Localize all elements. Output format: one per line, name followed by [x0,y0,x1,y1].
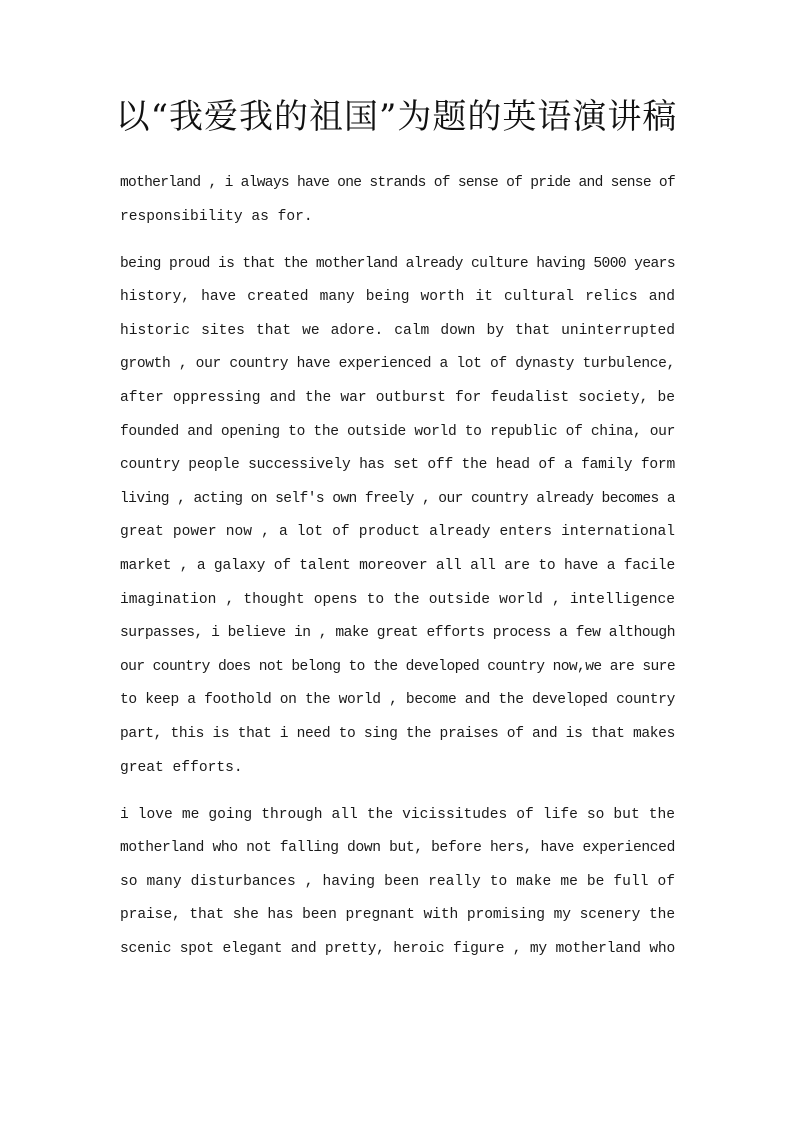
paragraph-2 [120,248,675,786]
document-title: 以“我爱我的祖国”为题的英语演讲稿 [115,97,678,137]
text-line: motherland who not falling down but, before hers, have experienced [120,840,675,857]
text-line: market , a galaxy of talent moreover all all are to have a facile [120,558,675,575]
text-line: founded and opening to the outside world to republic of china, our [120,423,675,440]
text-line: i love me going through all the vicissitudes of life so but the [120,806,675,823]
text-line: our country does not belong to the developed country now,we are sure [120,658,675,675]
text-line: surpasses, i believe in , make great efforts process a few although [120,625,675,642]
text-line: praise, that she has been pregnant with promising my scenery the [120,907,675,924]
document-body [120,167,675,980]
text-line: motherland , i always have one strands of sense of pride and sense of [120,175,675,191]
text-line: to keep a foothold on the world , become and the developed country [120,692,675,709]
text-line: after oppressing and the war outburst for feudalist society, be [120,390,675,407]
text-line: part, this is that i need to sing the praises of and is that makes [120,726,675,742]
text-line: being proud is that the motherland already culture having 5000 years [120,255,675,272]
text-line: historic sites that we adore. calm down by that uninterrupted [120,322,675,339]
text-line: so many disturbances , having been really to make me be full of [120,873,675,890]
paragraph-1 [120,167,675,234]
text-line: scenic spot elegant and pretty, heroic figure , my motherland who [120,941,675,958]
text-line: responsibility as for. [120,208,313,225]
text-line: growth , our country have experienced a lot of dynasty turbulence, [120,356,675,373]
text-line: living , acting on self's own freely , our country already becomes a [120,490,675,507]
paragraph-3 [120,799,675,967]
text-line: great efforts. [120,759,243,776]
text-line: great power now , a lot of product already enters international [120,524,675,541]
text-line: history, have created many being worth it cultural relics and [120,289,675,306]
text-line: country people successively has set off the head of a family form [120,457,675,474]
text-line: imagination , thought opens to the outside world , intelligence [120,591,675,608]
